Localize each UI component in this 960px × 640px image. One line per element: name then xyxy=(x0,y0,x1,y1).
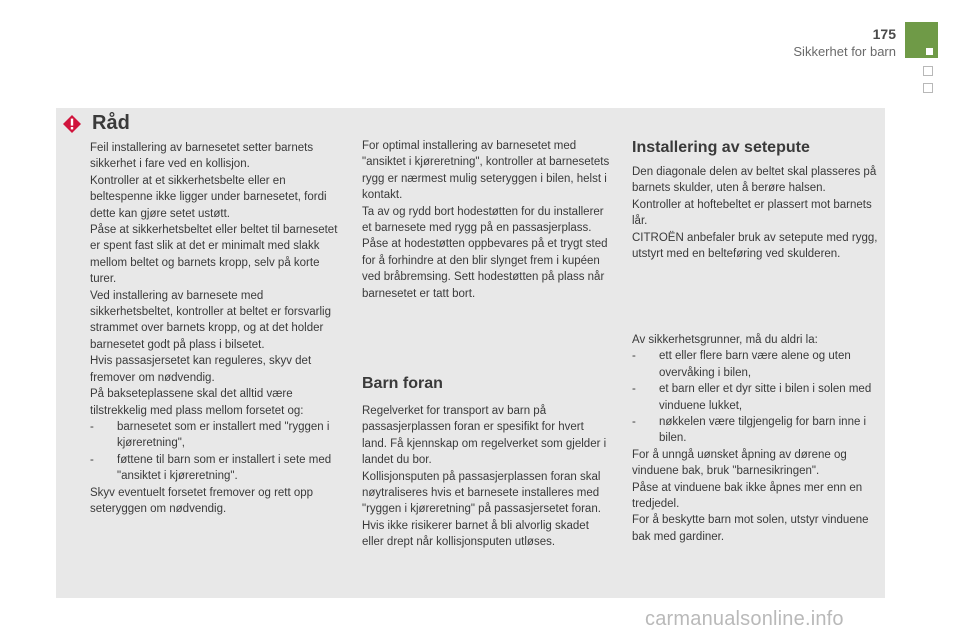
advice-title: Råd xyxy=(92,112,130,134)
list-item xyxy=(632,414,880,447)
list-dash: - xyxy=(632,383,636,396)
paragraph: Kontroller at hoftebeltet er plassert mot barnets lår. xyxy=(632,198,872,228)
paragraph: For å unngå uønsket åpning av dørene og vinduene bak, bruk "barnesikringen". xyxy=(632,448,847,478)
paragraph: Kollisjonsputen på passasjerplassen foran skal nøytraliseres hvis et barnesete installeres med "ryggen i kjøreretning" på passasjersetet foran. xyxy=(362,470,601,516)
list-item xyxy=(632,381,880,414)
paragraph: Ta av og rydd bort hodestøtten for du installerer et barnesete med rygg på en passasjerplass. xyxy=(362,205,604,235)
outline-square-icon xyxy=(923,83,933,93)
list-dash: - xyxy=(90,420,94,433)
children-front-text xyxy=(362,403,610,551)
booster-heading: Installering av setepute xyxy=(632,139,810,156)
paragraph: For optimal installering av barnesetet med "ansiktet i kjøreretning", kontroller at barnesetets rygg er nærmest mulig seteryggen i bilen, helst i kontakt. xyxy=(362,140,610,202)
list-dash: - xyxy=(632,350,636,363)
paragraph: Påse at hodestøtten oppbevares på et trygt sted for å forhindre at den blir slynget frem i kupéen ved bråbremsing. Sett hodestøtten på plass når barnesetet er tatt bort. xyxy=(362,238,608,300)
booster-text xyxy=(632,164,880,262)
paragraph: Hvis passasjersetet kan reguleres, skyv det fremover om nødvendig. xyxy=(90,355,312,384)
children-front-section xyxy=(362,374,610,551)
safety-rules-column xyxy=(632,332,880,545)
paragraph: På bakseteplassene skal det alltid være tilstrekkelig med plass mellom forsetet og: xyxy=(90,388,304,417)
paragraph: Påse at sikkerhetsbeltet eller beltet til barnesetet er spent fast slik at det er minimalt med slakk mellom beltet og barnets kropp, selv på korte turer. xyxy=(90,224,338,286)
booster-section xyxy=(632,138,880,262)
paragraph: Hvis ikke risikerer barnet å bli alvorlig skadet eller drept når kollisjonsputen utløses. xyxy=(362,519,589,549)
list-dash: - xyxy=(90,453,94,466)
warning-diamond-icon xyxy=(63,115,81,133)
paragraph: Regelverket for transport av barn på passasjerplassen foran er spesifikt for hvert land. Få kjennskap om regelverket som gjelder i landet du bor. xyxy=(362,405,607,467)
list-item-text: et barn eller et dyr sitte i bilen i solen med vinduene lukket, xyxy=(659,383,872,412)
paragraph: Kontroller at et sikkerhetsbelte eller en beltespenne ikke ligger under barnesetet, fordi dette kan gjøre setet ustøtt. xyxy=(90,174,327,220)
paragraph: Skyv eventuelt forsetet fremover og rett opp seteryggen om nødvendig. xyxy=(90,486,314,515)
paragraph: Av sikkerhetsgrunner, må du aldri la: xyxy=(632,334,818,346)
paragraph: For å beskytte barn mot solen, utstyr vinduene bak med gardiner. xyxy=(632,514,869,543)
tab-square-icon xyxy=(926,48,933,55)
list-item xyxy=(632,348,880,381)
advice-column-1 xyxy=(90,140,348,517)
list-item xyxy=(90,419,348,452)
list-item-text: nøkkelen være tilgjengelig for barn inne i bilen. xyxy=(659,416,867,445)
paragraph: CITROËN anbefaler bruk av setepute med rygg, utstyrt med en belteføring ved skulderen. xyxy=(632,231,878,261)
section-tab xyxy=(905,22,938,58)
list-item-text: ett eller flere barn være alene og uten overvåking i bilen, xyxy=(659,350,851,379)
list-dash: - xyxy=(632,416,636,429)
outline-square-icon xyxy=(923,66,933,76)
paragraph: Påse at vinduene bak ikke åpnes mer enn en tredjedel. xyxy=(632,481,863,511)
list-item xyxy=(90,452,348,485)
paragraph: Ved installering av barnesete med sikkerhetsbeltet, kontroller at beltet er forsvarlig strammet over barnets kropp, og at det holder barnesetet godt på plass i bilsetet. xyxy=(90,289,331,351)
list-item-text: barnesetet som er installert med "ryggen i kjøreretning", xyxy=(117,420,330,450)
section-title: Sikkerhet for barn xyxy=(793,44,896,59)
list-item-text: føttene til barn som er installert i sete med "ansiktet i kjøreretning". xyxy=(117,453,332,483)
children-front-heading: Barn foran xyxy=(362,375,443,392)
paragraph: Den diagonale delen av beltet skal plasseres på barnets skulder, uten å berøre halsen. xyxy=(632,166,877,195)
page-number: 175 xyxy=(872,26,896,42)
watermark: carmanualsonline.info xyxy=(645,608,844,630)
paragraph: Feil installering av barnesetet setter barnets sikkerhet i fare ved en kollisjon. xyxy=(90,142,314,171)
advice-column-2 xyxy=(362,138,610,302)
advice-panel xyxy=(56,108,885,598)
